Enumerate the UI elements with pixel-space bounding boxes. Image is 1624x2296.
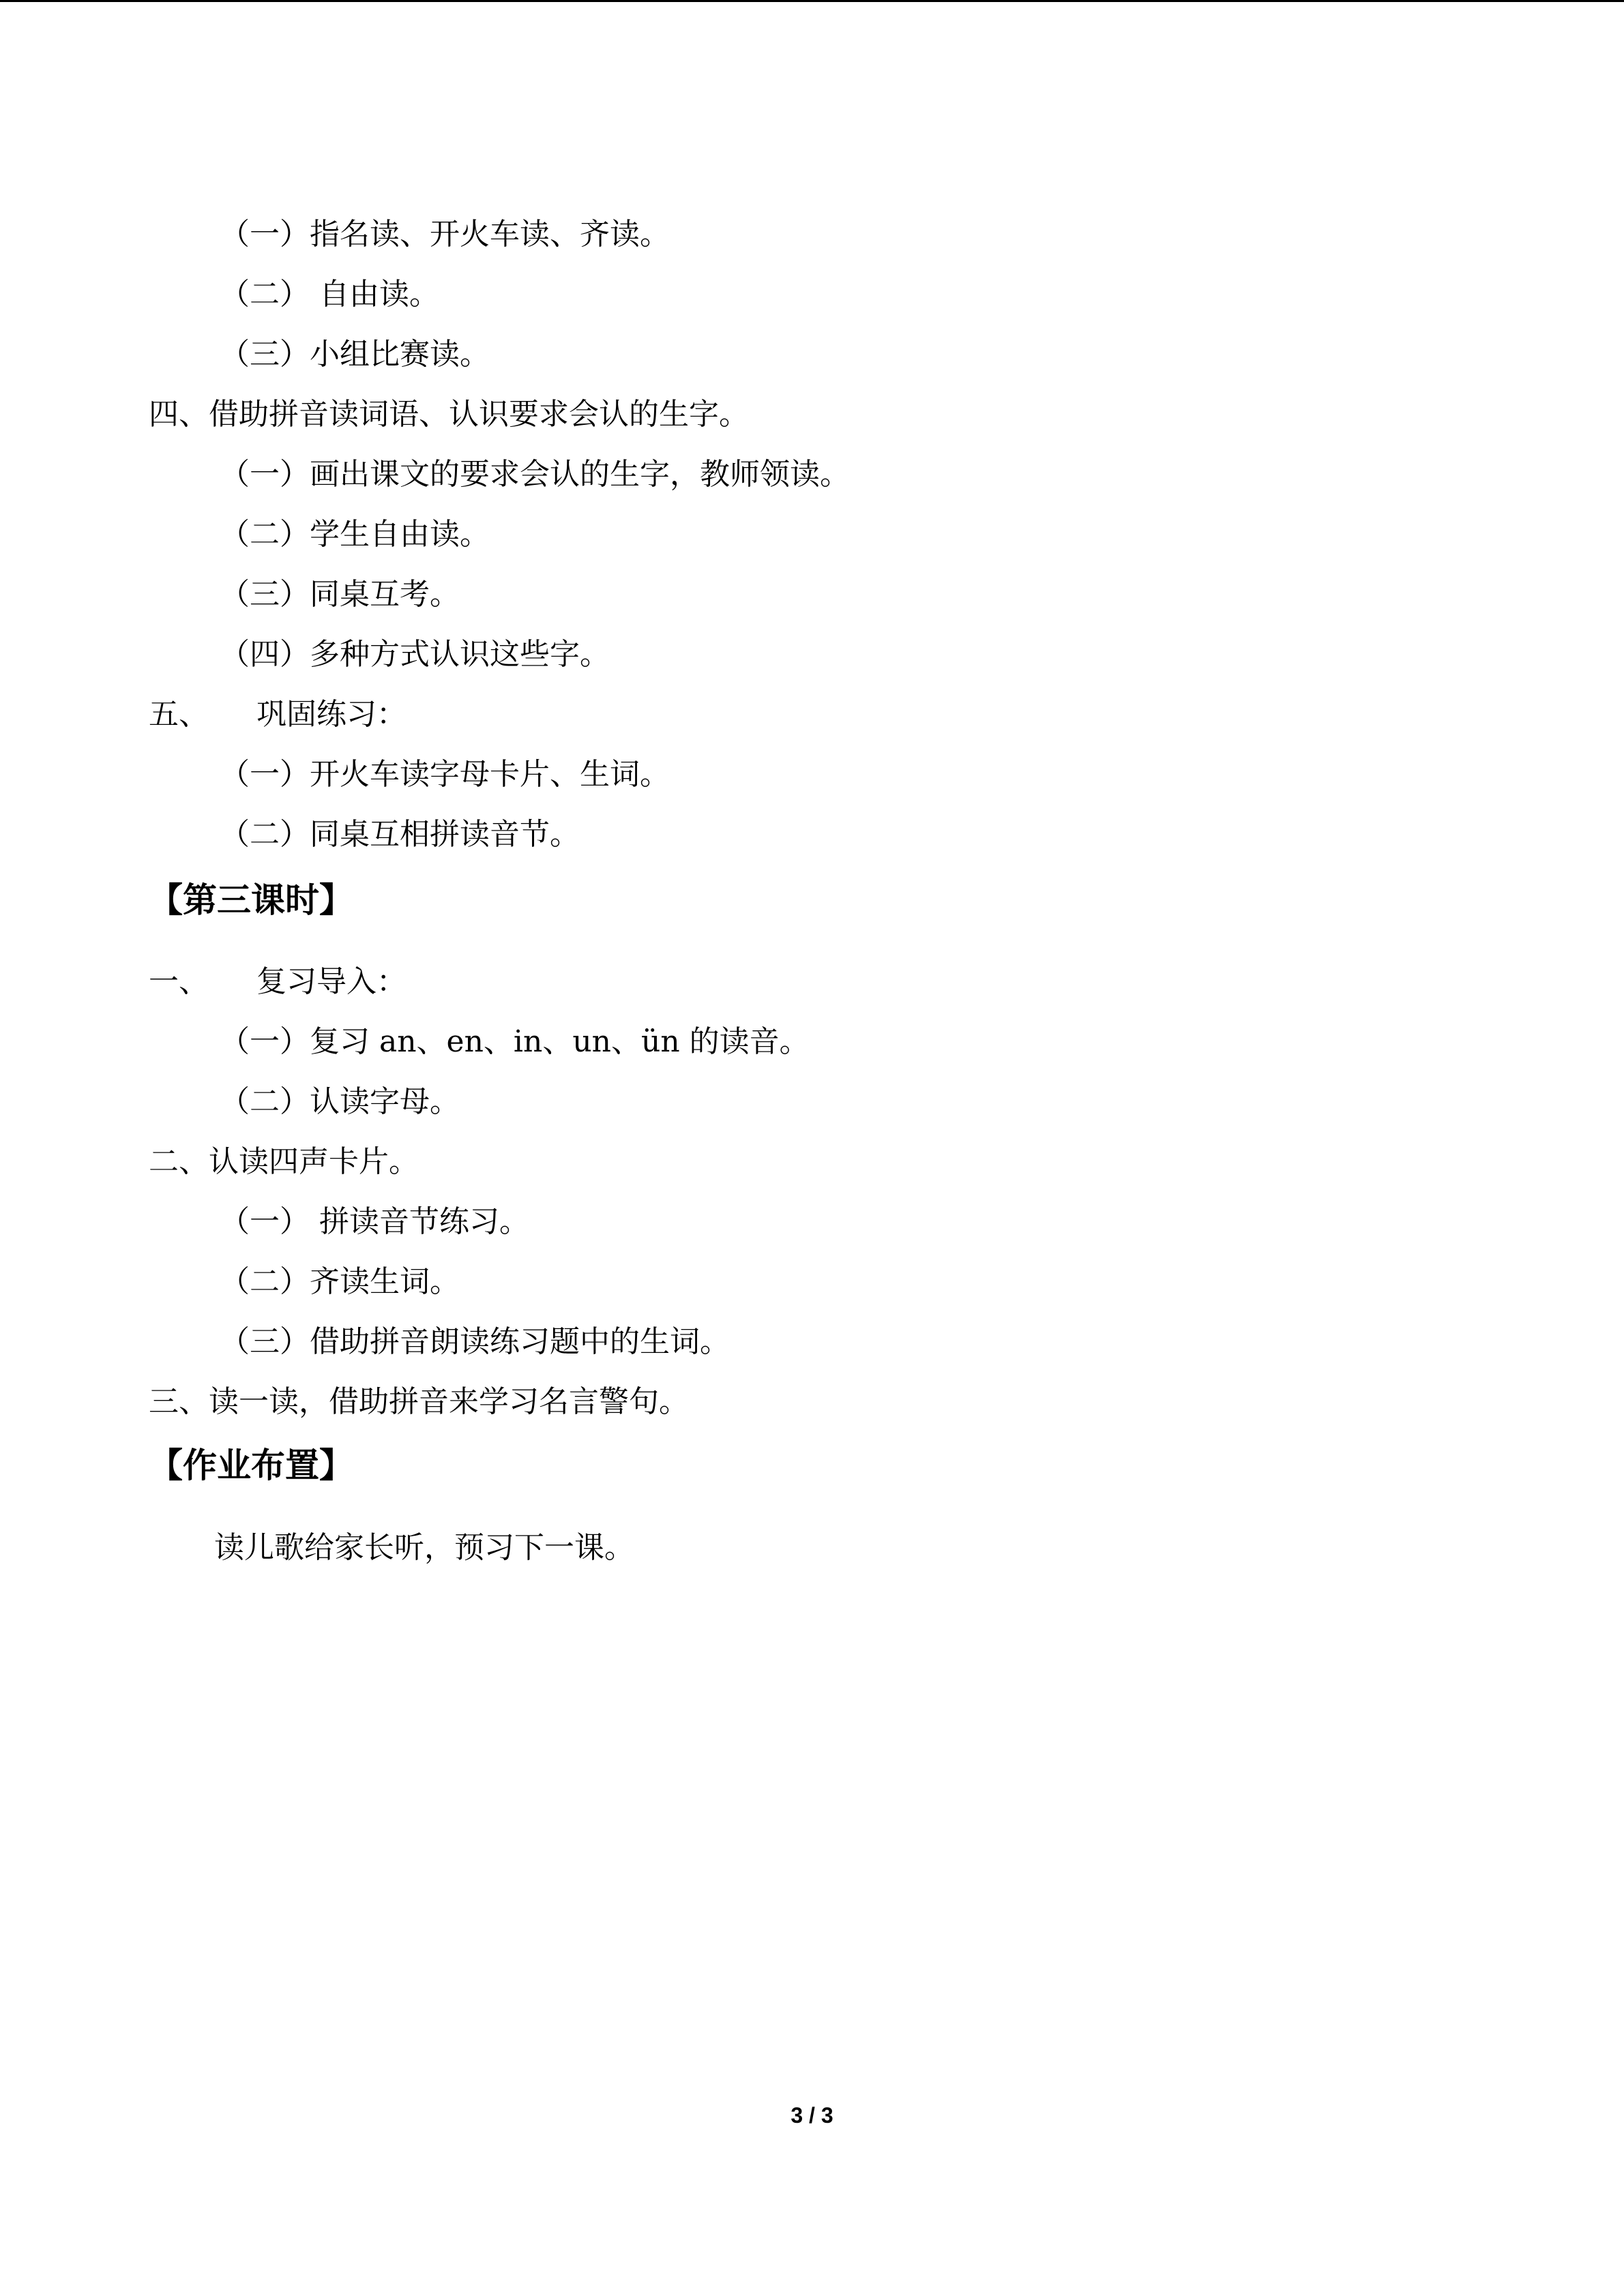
section-title bbox=[149, 961, 407, 1002]
section-title bbox=[149, 694, 407, 735]
list-item: （二）学生自由读。 bbox=[220, 517, 490, 552]
list-item: （二）齐读生词。 bbox=[220, 1264, 460, 1299]
list-item: （一）开火车读字母卡片、生词。 bbox=[220, 757, 670, 792]
list-item: （三）同桌互考。 bbox=[220, 577, 460, 612]
homework-heading: 【作业布置】 bbox=[149, 1446, 353, 1485]
section-title-text: 复习导入： bbox=[256, 964, 407, 999]
list-item: （二）认读字母。 bbox=[220, 1084, 460, 1119]
list-item: （二）同桌互相拼读音节。 bbox=[220, 817, 580, 852]
list-item: （一） 拼读音节练习。 bbox=[220, 1204, 529, 1239]
list-item: （四）多种方式认识这些字。 bbox=[220, 637, 610, 672]
homework-text: 读儿歌给家长听，预习下一课。 bbox=[214, 1530, 634, 1565]
section-title-text: 巩固练习： bbox=[256, 697, 407, 732]
section-title: 三、读一读，借助拼音来学习名言警句。 bbox=[149, 1384, 689, 1419]
section-number: 一、 bbox=[149, 964, 209, 999]
section-number: 五、 bbox=[149, 697, 209, 732]
page-number: 3 / 3 bbox=[791, 2103, 833, 2128]
lesson-heading: 【第三课时】 bbox=[149, 880, 353, 920]
list-item: （一）复习 an、en、in、un、ün 的读音。 bbox=[220, 1024, 810, 1059]
list-item: （二） 自由读。 bbox=[220, 277, 439, 312]
page-top-border bbox=[0, 0, 1624, 2]
section-title: 四、借助拼音读词语、认识要求会认的生字。 bbox=[149, 397, 749, 432]
section-title: 二、认读四声卡片。 bbox=[149, 1144, 419, 1179]
list-item: （三）借助拼音朗读练习题中的生词。 bbox=[220, 1324, 730, 1359]
list-item: （一）画出课文的要求会认的生字，教师领读。 bbox=[220, 457, 850, 492]
list-item: （一）指名读、开火车读、齐读。 bbox=[220, 217, 670, 252]
list-item: （三）小组比赛读。 bbox=[220, 337, 490, 372]
